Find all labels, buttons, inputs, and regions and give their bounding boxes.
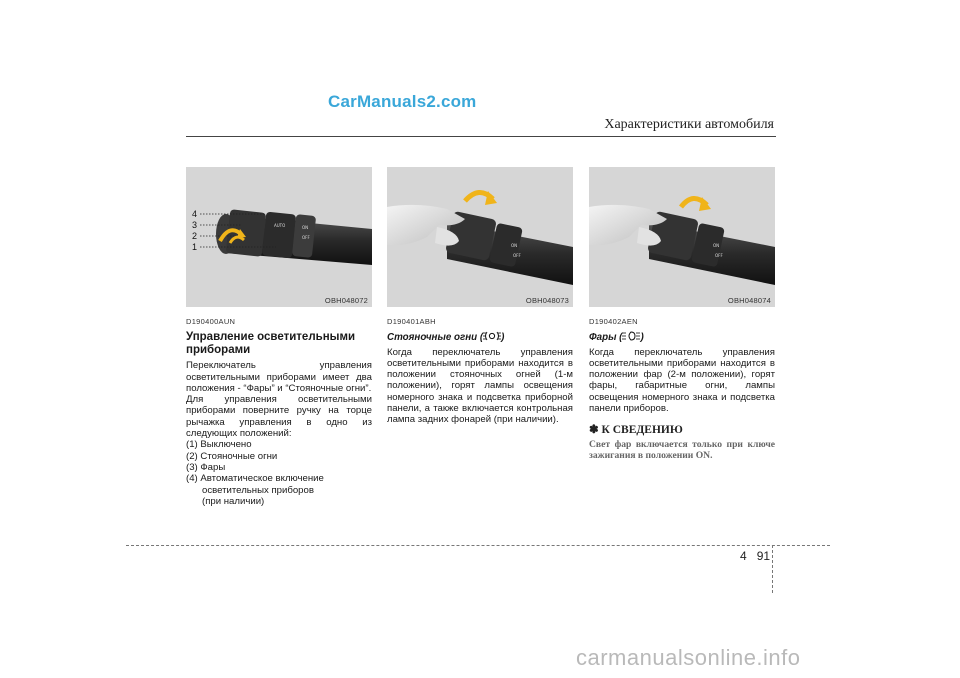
section-code: D190402AEN [589, 317, 638, 326]
figure-caption: OBH048073 [525, 296, 569, 305]
figure-hand-headlights [589, 167, 775, 307]
list-item-continuation: (при наличии) [202, 495, 265, 507]
position-label: 1 [192, 242, 198, 252]
section-code: D190401ABH [387, 317, 436, 326]
header-rule [186, 136, 776, 137]
svg-text:AUTO: AUTO [274, 223, 286, 228]
subheading-text: ) [640, 332, 644, 344]
section-title: Характеристики автомобиля [604, 117, 774, 132]
paragraph: Когда переключатель управления осветительными приборами находится в положении стояночных огней (1-м положении), горят лампы освещения номерного знака и подсветка приборной панели, а также включается контрольная лампа задних фонарей (при наличии). [387, 346, 573, 426]
svg-text:OFF: OFF [715, 253, 723, 258]
svg-text:OFF: OFF [302, 235, 310, 240]
footer-rule [126, 545, 830, 546]
section-heading: Управление осветительными приборами [186, 331, 356, 356]
list-item: (3) Фары [186, 461, 226, 473]
parking-light-icon [483, 331, 501, 344]
subheading-text: Стояночные огни ( [387, 332, 484, 344]
column-headlights [589, 316, 775, 462]
chapter-number: 4 [740, 549, 747, 563]
figure-hand-parking-lights [387, 167, 573, 307]
notice-heading: ✽ К СВЕДЕНИЮ [589, 424, 683, 437]
subheading-text: Фары ( [589, 332, 623, 344]
list-item-continuation: осветительных приборов [202, 484, 314, 496]
paragraph: Когда переключатель управления осветительными приборами находится в положении фар (2-м положении), горят фары, габаритные огни, лампы освещения номерного знака и подсветка панели приборов. [589, 346, 775, 415]
svg-text:OFF: OFF [513, 253, 521, 258]
watermark-carmanuals2: CarManuals2.com [328, 92, 477, 111]
section-code: D190400AUN [186, 317, 236, 326]
paragraph: Для управления осветительными приборами поверните ручку на торце рычажка управления в одно из следующих положений: [186, 394, 372, 440]
footer-vertical-rule [772, 545, 773, 593]
position-label: 4 [192, 209, 198, 219]
column-parking-lights [387, 316, 573, 426]
notice-body: Свет фар включается только при ключе зажигания в положении ON. [589, 438, 775, 462]
position-label: 3 [192, 220, 198, 230]
list-item: (2) Стояночные огни [186, 450, 278, 462]
list-item: (4) Автоматическое включение [186, 473, 324, 485]
subheading-text: ) [501, 332, 505, 344]
figure-light-switch-positions [186, 167, 372, 307]
svg-text:ON: ON [713, 243, 720, 248]
section-subheading [387, 331, 573, 344]
page-number [740, 549, 770, 563]
column-lighting-control [186, 316, 372, 507]
svg-text:ON: ON [511, 243, 518, 248]
position-label: 2 [192, 231, 198, 241]
figure-caption: OBH048074 [727, 296, 771, 305]
paragraph: Переключатель управления осветительными приборами имеет два положения - “Фары” и “Стояночные огни”. [186, 360, 372, 394]
svg-text:ON: ON [302, 225, 309, 230]
page-number-value: 91 [756, 549, 771, 563]
watermark-carmanualsonline: carmanualsonline.info [576, 645, 801, 670]
list-item: (1) Выключено [186, 439, 252, 451]
headlight-icon [622, 331, 640, 344]
figure-caption: OBH048072 [324, 296, 368, 305]
section-subheading [589, 331, 775, 344]
